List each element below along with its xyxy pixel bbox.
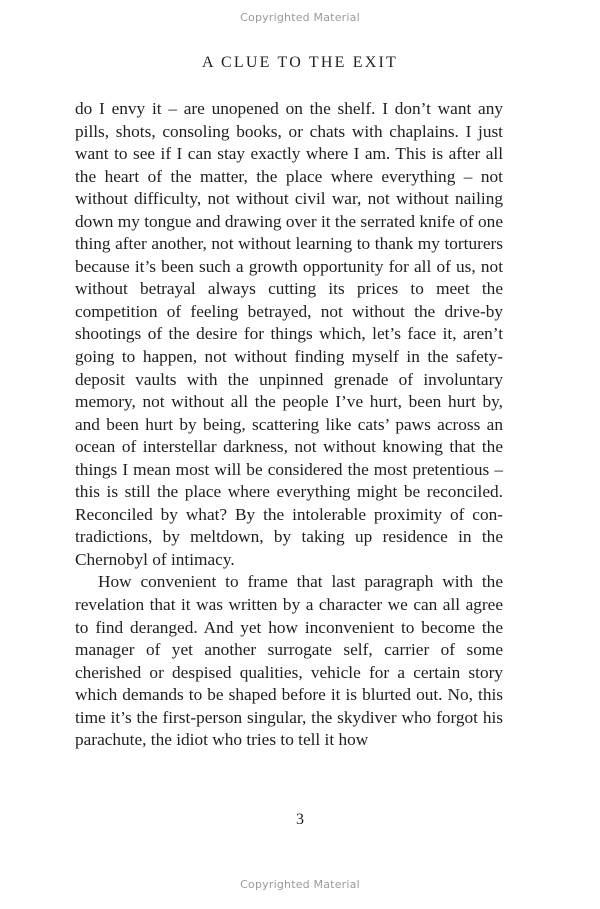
copyright-watermark-top: Copyrighted Material bbox=[240, 11, 360, 24]
paragraph-2: How convenient to frame that last paragraph with the revelation that it was written by a character we can all agree to find deranged. And yet how inconvenient to become the manager of yet another surrogate self, carrier of some cherished or despised qualities, vehicle for a certain story which demands to be shaped before it is blurted out. No, this time it’s the first-person singular, the skydiver who forgot his parachute, the idiot who tries to tell it how bbox=[75, 572, 503, 750]
copyright-watermark-bottom: Copyrighted Material bbox=[240, 878, 360, 891]
paragraph-1: do I envy it – are unopened on the shelf. I don’t want any pills, shots, consoling books, or chats with chaplains. I just want to see if I can stay exactly where I am. This is after all the heart of the matter, the place where everything – not without difficulty, not without civil war, not without nailing down my tongue and drawing over it the serrated knife of one thing after another, not without learning to thank my torturers because it’s been such a growth opportunity for all of us, not without betrayal always cutting its prices to meet the competition of feeling betrayed, not without the drive-by shootings of the desire for things which, let’s face it, aren’t going to happen, not without finding myself in the safety-deposit vaults with the unpinned grenade of involuntary memory, not without all the people I’ve hurt, been hurt by, and been hurt by being, scattering like cats’ paws across an ocean of interstellar darkness, not without knowing that the things I mean most will be considered the most pretentious – this is still the place where everything might be reconciled. Reconciled by what? By the intolerable proximity of contradictions, by meltdown, by taking up residence in the Chernobyl of intimacy. bbox=[75, 99, 503, 569]
body-text bbox=[75, 98, 503, 752]
running-head: A CLUE TO THE EXIT bbox=[201, 54, 399, 71]
page-number: 3 bbox=[296, 811, 304, 828]
